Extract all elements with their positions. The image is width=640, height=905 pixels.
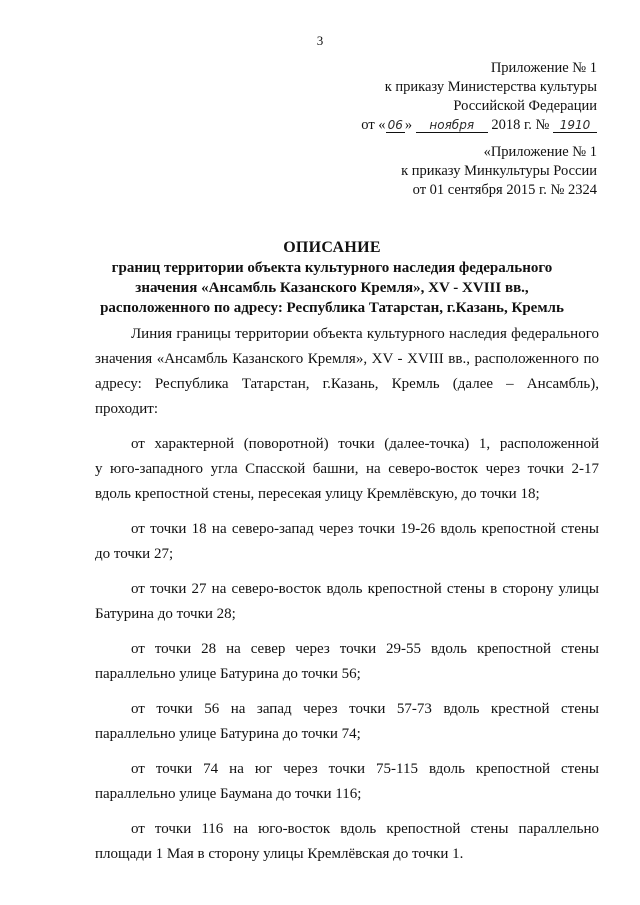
title-line: расположенного по адресу: Республика Татарстан, г.Казань, Кремль bbox=[100, 300, 564, 316]
title-line: значения «Ансамбль Казанского Кремля», XV - XVIII вв., bbox=[135, 280, 529, 296]
handwritten-order-number: 1910 bbox=[553, 118, 597, 133]
paragraph-segment bbox=[95, 432, 599, 507]
paragraph-line: от характерной (поворотной) точки (далее-точка) 1, расположенной bbox=[131, 436, 599, 452]
paragraph-line: параллельно улице Батурина до точки 56; bbox=[95, 666, 361, 682]
previous-attachment-line: к приказу Минкультуры России bbox=[401, 163, 597, 179]
paragraph-line: от точки 18 на северо-запад через точки 19-26 вдоль крепостной стены bbox=[131, 521, 599, 537]
paragraph-line: параллельно улице Баумана до точки 116; bbox=[95, 786, 362, 802]
handwritten-month: ноября bbox=[416, 118, 488, 133]
paragraph-segment bbox=[95, 697, 599, 747]
paragraph-line: адресу: Республика Татарстан, г.Казань, Кремль (далее – Ансамбль), bbox=[95, 376, 599, 392]
attachment-line: Российской Федерации bbox=[453, 98, 597, 114]
paragraph-line: Линия границы территории объекта культурного наследия федерального bbox=[131, 326, 599, 342]
paragraph-segment bbox=[95, 517, 599, 567]
date-mid: » bbox=[404, 117, 413, 133]
attachment-header bbox=[361, 59, 597, 135]
date-year: 2018 г. № bbox=[491, 117, 550, 133]
date-prefix: от « bbox=[361, 117, 386, 133]
paragraph-line: до точки 27; bbox=[95, 546, 174, 562]
paragraph-segment bbox=[95, 637, 599, 687]
previous-attachment-line: «Приложение № 1 bbox=[483, 144, 597, 160]
attachment-line: к приказу Министерства культуры bbox=[384, 79, 597, 95]
previous-attachment-header bbox=[401, 143, 597, 200]
paragraph-line: от точки 56 на запад через точки 57-73 вдоль крестной стены bbox=[131, 701, 599, 717]
paragraph-segment bbox=[95, 817, 599, 867]
paragraph-line: площади 1 Мая в сторону улицы Кремлёвская до точки 1. bbox=[95, 846, 464, 862]
attachment-date-line bbox=[361, 116, 597, 135]
paragraph-segment bbox=[95, 757, 599, 807]
attachment-line: Приложение № 1 bbox=[490, 60, 597, 76]
paragraph-line: от точки 28 на север через точки 29-55 вдоль крепостной стены bbox=[131, 641, 599, 657]
paragraph-line: параллельно улице Батурина до точки 74; bbox=[95, 726, 361, 742]
handwritten-day: 06 bbox=[387, 118, 403, 132]
paragraph-line: от точки 74 на юг через точки 75-115 вдоль крепостной стены bbox=[131, 761, 599, 777]
paragraph-line: проходит: bbox=[95, 401, 159, 417]
page-number: 3 bbox=[316, 33, 324, 48]
paragraph-intro bbox=[95, 322, 599, 422]
previous-attachment-line: от 01 сентября 2015 г. № 2324 bbox=[412, 182, 597, 198]
document-body bbox=[95, 322, 599, 867]
paragraph-line: у юго-западного угла Спасской башни, на северо-восток через точки 2-17 bbox=[95, 461, 599, 477]
paragraph-segment bbox=[95, 577, 599, 627]
paragraph-line: от точки 116 на юго-восток вдоль крепостной стены параллельно bbox=[131, 821, 599, 837]
paragraph-line: значения «Ансамбль Казанского Кремля», XV - XVIII вв., расположенного по bbox=[95, 351, 599, 367]
paragraph-line: вдоль крепостной стены, пересекая улицу Кремлёвскую, до точки 18; bbox=[95, 486, 540, 502]
paragraph-line: Батурина до точки 28; bbox=[95, 606, 236, 622]
paragraph-line: от точки 27 на северо-восток вдоль крепостной стены в сторону улицы bbox=[131, 581, 599, 597]
title-line: границ территории объекта культурного наследия федерального bbox=[111, 260, 553, 276]
document-title bbox=[60, 238, 604, 318]
title-heading: ОПИСАНИЕ bbox=[283, 239, 381, 256]
